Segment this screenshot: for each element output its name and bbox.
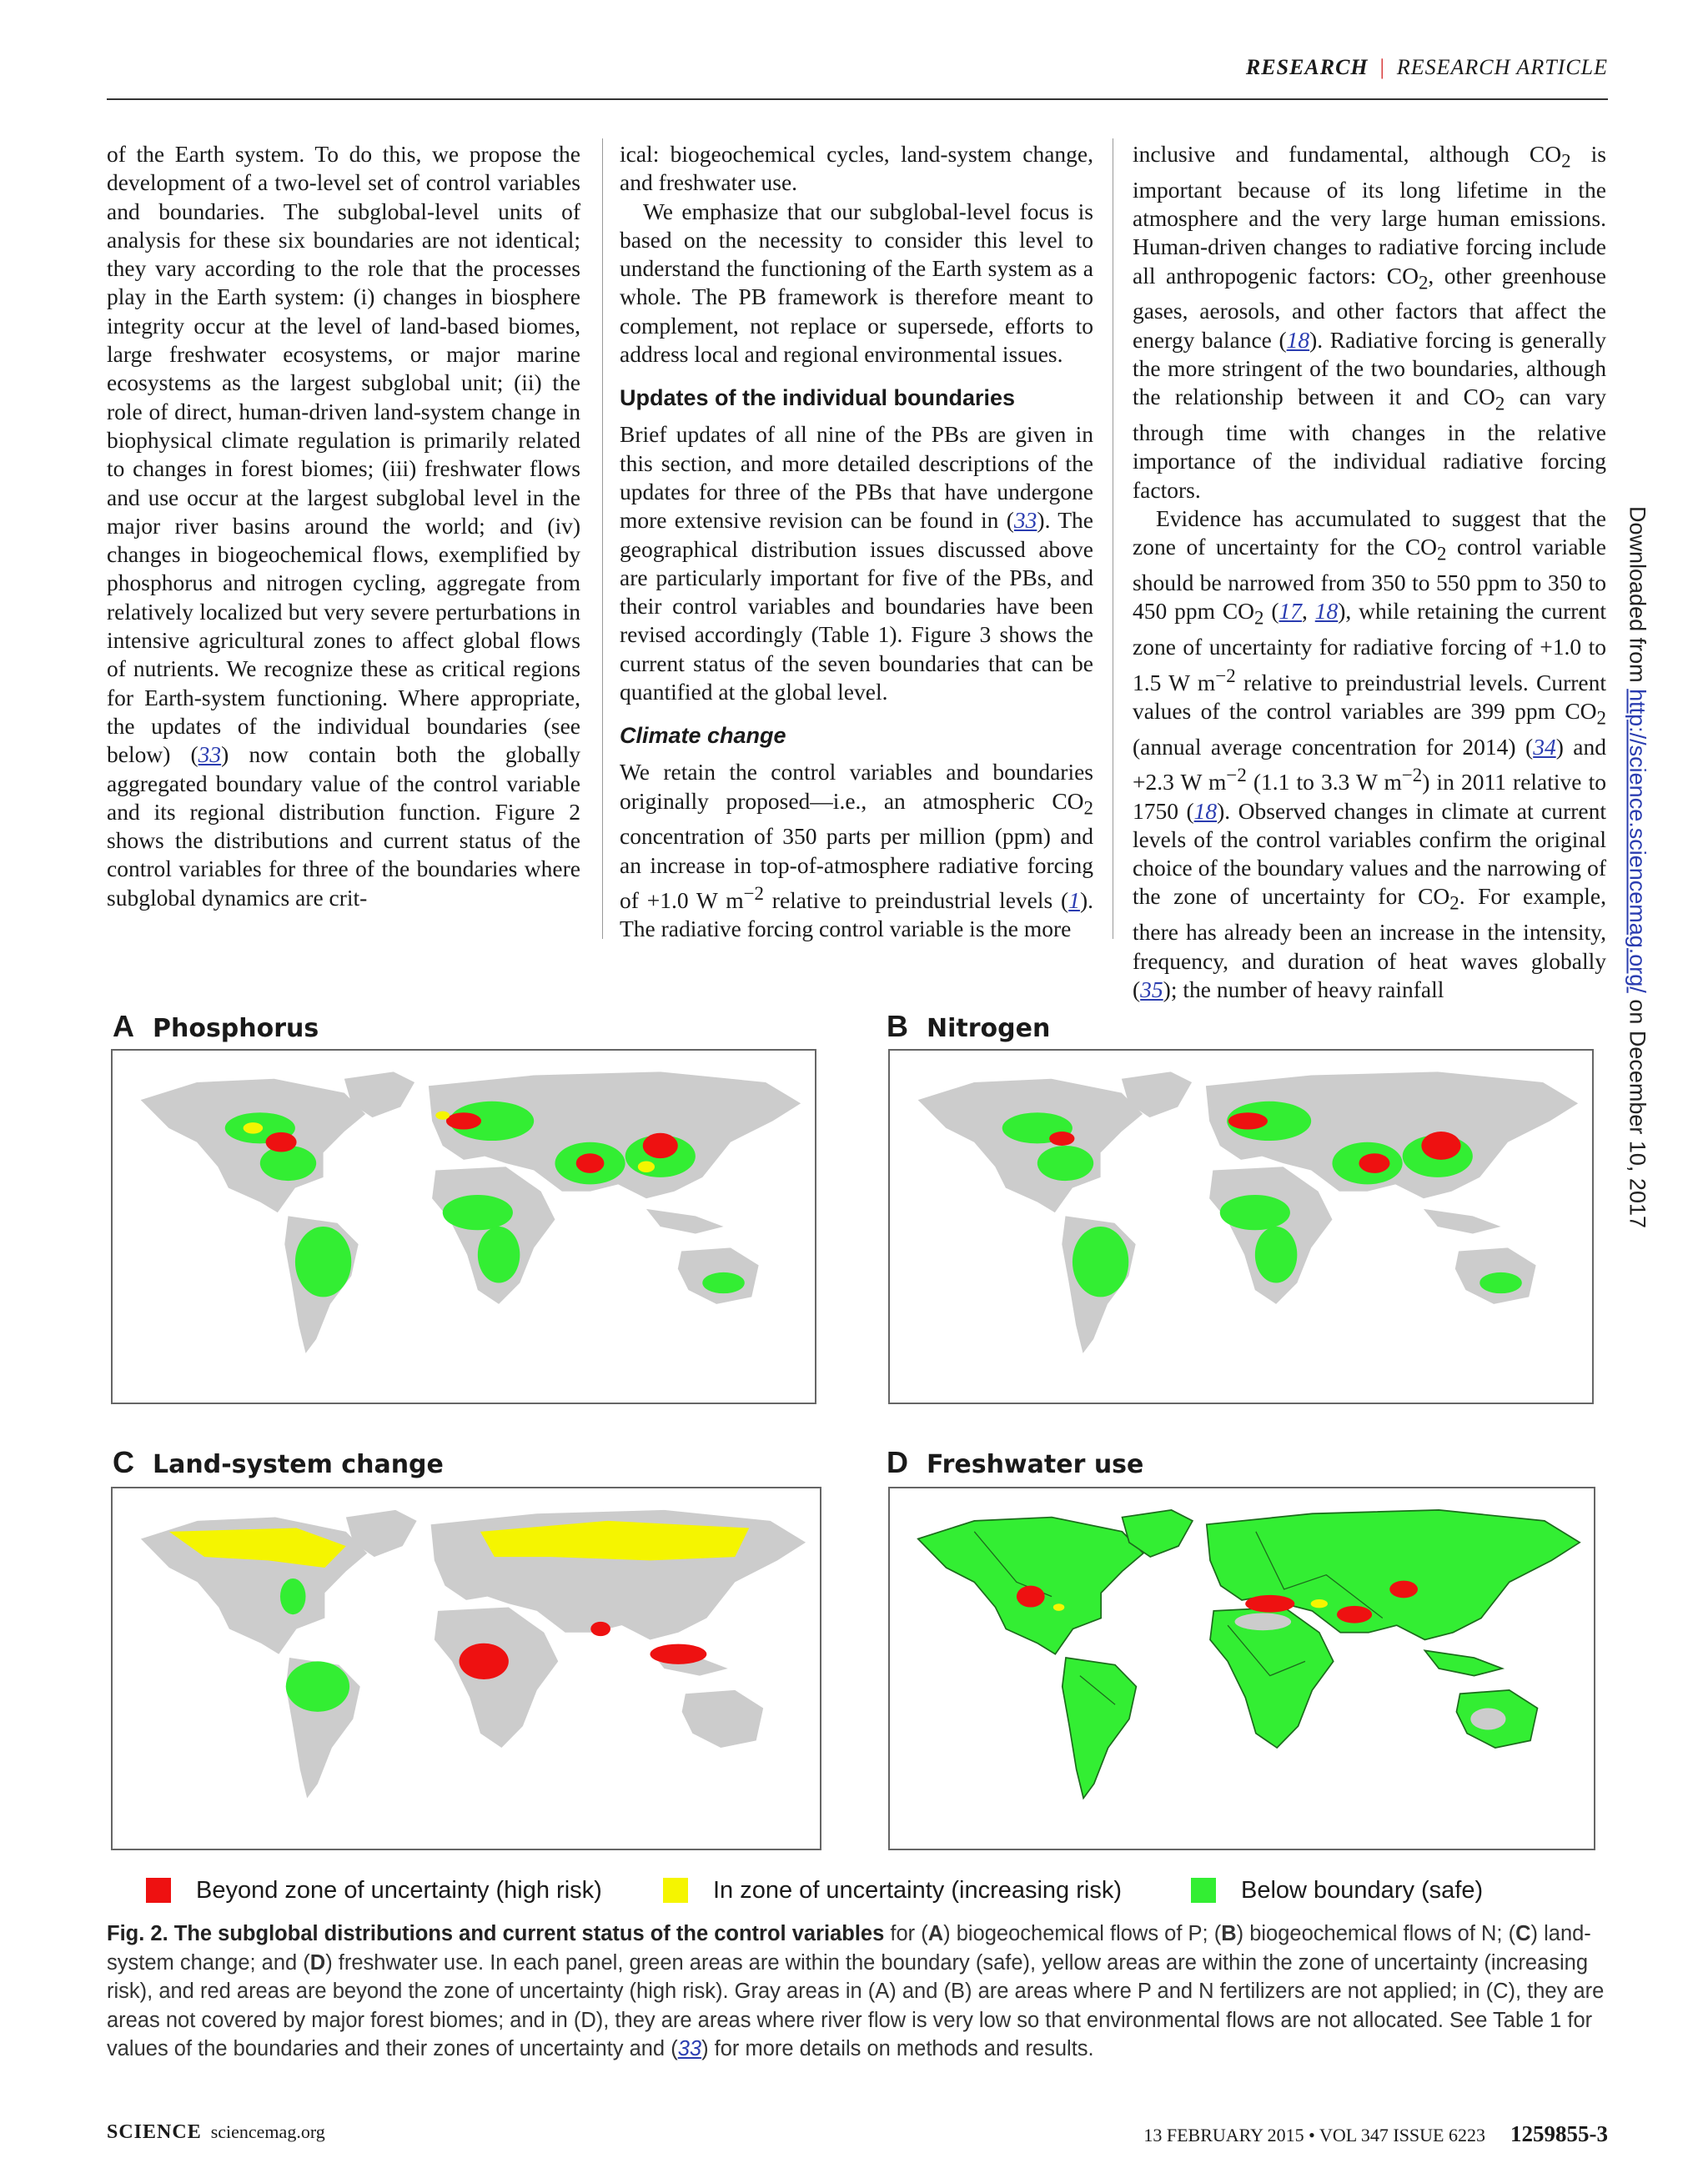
high-risk-region <box>1337 1606 1372 1623</box>
col3-paragraph-1 <box>1133 140 1606 504</box>
safe-region <box>702 1272 745 1293</box>
text: , <box>1302 598 1315 625</box>
panel-label: Nitrogen <box>927 1014 1051 1043</box>
safe-region <box>1255 1227 1298 1283</box>
text: Evidence has accumulated to suggest that the zone of uncertainty for the CO <box>1133 505 1606 560</box>
panel-letter: B <box>887 1009 908 1043</box>
citation-link[interactable]: 35 <box>1140 976 1163 1002</box>
safe-region <box>286 1661 349 1711</box>
text: relative to preindustrial levels ( <box>763 887 1069 914</box>
high-risk-region <box>1049 1132 1074 1146</box>
issue-info: 13 FEBRUARY 2015 • VOL 347 ISSUE 6223 <box>1143 2125 1485 2145</box>
legend-item-high-risk <box>146 1876 602 1905</box>
text: ). The geographical distribution issues discussed above are particularly important for five of the PBs, and their control variables and boundaries have been revised accordingly (Table 1). Figure 3 shows the current status of the seven boundaries that can be quantified at the global level. <box>620 507 1093 705</box>
legend-label: In zone of uncertainty (increasing risk) <box>713 1876 1122 1904</box>
text: ). Radiative forcing is generally the more stringent of the two boundaries, although the relationship between it and CO <box>1133 326 1606 410</box>
journal-name: SCIENCE <box>107 2121 202 2143</box>
text: . For example, there has already been an increase in the intensity, frequency, and duration of heat waves globally ( <box>1133 883 1606 1002</box>
superscript: −2 <box>1215 665 1236 686</box>
text: ). The radiative forcing control variable is the more <box>620 887 1093 942</box>
text: B <box>1221 1922 1237 1945</box>
citation-link[interactable]: 18 <box>1314 598 1339 625</box>
superscript: −2 <box>743 883 764 905</box>
text: ) land-system change; and ( <box>107 1922 1591 1975</box>
col2-paragraph-3 <box>620 420 1093 706</box>
text: inclusive and fundamental, although CO <box>1133 141 1562 167</box>
high-risk-region <box>590 1622 610 1636</box>
land <box>918 1510 1580 1799</box>
column-2 <box>620 140 1093 944</box>
low-flow-region <box>1235 1613 1292 1630</box>
header-separator: | <box>1379 55 1385 79</box>
running-header <box>107 55 1608 100</box>
continent-africa <box>435 1608 558 1748</box>
superscript: −2 <box>1226 765 1247 786</box>
high-risk-region <box>1359 1153 1389 1173</box>
column-rule <box>602 138 603 939</box>
high-risk-region <box>1389 1581 1418 1598</box>
text: of the Earth system. To do this, we propose the development of a two-level set of control variables and boundaries. The subglobal-level units of analysis for these six boundaries are not identical; they vary according to the role that the processes play in the Earth system: (i) changes in biosphere integrity occur at the level of land-based biomes, large freshwater ecosystems, or major marine ecosystems as the largest subglobal unit; (ii) the role of direct, human-driven land-system change in biophysical climate regulation is primarily related to changes in forest biomes; (iii) freshwater flows and use occur at the largest subglobal level in the major river basins around the world; and (iv) changes in biogeochemical flows, exemplified by phosphorus and nitrogen cycling, aggregate from relatively localized but very severe perturbations in intensive agricultural zones to affect global flows of nutrients. We recognize these as critical regions for Earth-system functioning. Where appropriate, the updates of the individual boundaries (see below) ( <box>107 141 580 768</box>
page-footer <box>107 2121 1608 2155</box>
continent-indonesia <box>1424 1209 1501 1234</box>
legend-swatch-green <box>1191 1878 1216 1903</box>
subscript: 2 <box>1494 393 1505 414</box>
text: for ( <box>884 1922 928 1945</box>
text: (annual average concentration for 2014) ( <box>1133 733 1534 760</box>
text: ); the number of heavy rainfall <box>1163 976 1444 1002</box>
subscript: 2 <box>1561 150 1571 172</box>
safe-region <box>478 1227 520 1283</box>
text: concentration of 350 parts per million (ppm) and an increase in top-of-atmosphere radiative forcing of +1.0 W m <box>620 823 1093 914</box>
panel-label: Phosphorus <box>153 1014 319 1043</box>
journal-site: sciencemag.org <box>210 2121 325 2142</box>
text: ) freshwater use. In each panel, green areas are within the boundary (safe), yellow areas are within the zone of uncertainty (increasing risk), and red areas are beyond the zone of uncertainty (high risk). Gray areas in (A) and (B) are areas where P and N fertilizers are not applied; in (C), they are areas not covered by major forest biomes; and in (D), they are areas where river flow is very low so that environmental flows are not allocated. See Table 1 for values of the boundaries and their zones of uncertainty and ( <box>107 1950 1605 2060</box>
panel-d-title <box>887 1445 1143 1480</box>
high-risk-region <box>460 1644 509 1679</box>
low-flow-region <box>1470 1709 1505 1730</box>
text: A <box>927 1922 944 1945</box>
high-risk-region <box>643 1133 678 1158</box>
citation-link[interactable]: 33 <box>677 2037 702 2060</box>
legend-swatch-yellow <box>663 1878 688 1903</box>
subscript: 2 <box>1083 797 1093 819</box>
col1-paragraph <box>107 140 580 912</box>
uncertain-region <box>1053 1603 1065 1611</box>
map-nitrogen <box>888 1049 1594 1404</box>
citation-link[interactable]: 1 <box>1068 887 1080 914</box>
header-section: RESEARCH <box>1245 55 1369 79</box>
safe-region <box>443 1195 513 1230</box>
panel-label: Land-system change <box>153 1450 444 1479</box>
text: ). Observed changes in climate at current levels of the control variables confirm the original choice of the boundary values and the narrowing of the zone of uncertainty for CO <box>1133 797 1606 910</box>
legend-swatch-red <box>146 1878 171 1903</box>
subscript: 2 <box>1596 707 1606 729</box>
citation-link[interactable]: 33 <box>1013 507 1037 534</box>
figure-caption <box>107 1920 1608 2064</box>
page-number: 1259855-3 <box>1510 2121 1608 2146</box>
text: Downloaded from <box>1625 506 1650 690</box>
text: is important because of its long lifetime in the atmosphere and the very large human emissions. Human-driven changes to radiative forcing include all anthropogenic factors: CO <box>1133 141 1606 289</box>
continent-south-america <box>1062 1658 1137 1798</box>
text: ) in 2011 relative to 1750 ( <box>1133 769 1606 824</box>
panel-a-title <box>113 1009 319 1044</box>
col3-paragraph-2 <box>1133 504 1606 1004</box>
safe-region <box>280 1578 306 1614</box>
uncertain-region <box>435 1112 450 1120</box>
text: ) and +2.3 W m <box>1133 733 1606 795</box>
high-risk-region <box>446 1112 481 1129</box>
map-svg <box>113 1488 820 1849</box>
subscript: 2 <box>1254 607 1264 629</box>
subscript: 2 <box>1449 892 1459 914</box>
legend-item-safe <box>1191 1876 1483 1905</box>
map-svg <box>890 1488 1594 1849</box>
panel-letter: A <box>113 1009 134 1043</box>
subscript: 2 <box>1418 272 1429 294</box>
download-link[interactable]: http://science.sciencemag.org/ <box>1625 689 1650 993</box>
citation-link[interactable]: 18 <box>1193 797 1218 824</box>
section-heading-updates: Updates of the individual boundaries <box>620 385 1016 411</box>
text: ) for more details on methods and results. <box>701 2037 1094 2060</box>
continent-australia <box>682 1690 764 1748</box>
legend-item-uncertain <box>663 1876 1122 1905</box>
citation-link[interactable]: 18 <box>1286 326 1310 353</box>
text: , other greenhouse gases, aerosols, and other factors that affect the energy balance ( <box>1133 262 1606 353</box>
safe-region <box>1220 1195 1290 1230</box>
uncertain-region <box>638 1162 655 1173</box>
subscript: 2 <box>1437 543 1447 565</box>
panel-b-title <box>887 1009 1050 1044</box>
header-subsection: RESEARCH ARTICLE <box>1396 55 1608 79</box>
citation-link[interactable]: 33 <box>198 741 222 768</box>
column-1 <box>107 140 580 912</box>
continent-indonesia <box>646 1209 724 1234</box>
footer-right <box>1143 2121 1608 2147</box>
high-risk-region <box>1228 1112 1268 1129</box>
text: ) biogeochemical flows of P; ( <box>943 1922 1222 1945</box>
superscript: −2 <box>1401 765 1423 786</box>
panel-letter: D <box>887 1445 908 1479</box>
text: ) biogeochemical flows of N; ( <box>1236 1922 1516 1945</box>
text: C <box>1515 1922 1531 1945</box>
text: ) now contain both the globally aggregated boundary value of the control variable and its regional distribution function. Figure 2 shows the distributions and current status of the control variables for three of the boundaries where subglobal dynamics are crit- <box>107 741 580 911</box>
high-risk-region <box>576 1153 605 1173</box>
high-risk-region <box>266 1132 297 1152</box>
map-svg <box>890 1051 1592 1403</box>
section-heading-climate: Climate change <box>620 723 786 749</box>
download-note <box>1625 506 1650 1228</box>
text: Brief updates of all nine of the PBs are given in this section, and more detailed descriptions of the updates for three of the PBs that have undergone more extensive revision can be found in ( <box>620 421 1093 534</box>
citation-link[interactable]: 34 <box>1533 733 1556 760</box>
panel-c-title <box>113 1445 444 1480</box>
continent-north-america <box>141 1079 365 1212</box>
continent-north-america <box>918 1079 1143 1212</box>
text: (1.1 to 3.3 W m <box>1246 769 1402 795</box>
text: D <box>309 1950 326 1975</box>
map-phosphorus <box>111 1049 816 1404</box>
panel-letter: C <box>113 1445 134 1479</box>
text: control variable should be narrowed from 350 to 550 ppm to 350 to 450 ppm CO <box>1133 534 1606 625</box>
safe-region <box>1037 1146 1093 1181</box>
text: ), while retaining the current zone of uncertainty for radiative forcing of +1.0 to 1.5 W m <box>1133 598 1606 695</box>
safe-region <box>1073 1227 1128 1297</box>
text: ( <box>1263 598 1279 625</box>
col2-paragraph-4 <box>620 758 1093 943</box>
uncertain-region <box>1311 1599 1328 1608</box>
text: We retain the control variables and boundaries originally proposed—i.e., an atmospheric CO <box>620 759 1093 814</box>
legend-label: Below boundary (safe) <box>1241 1876 1484 1904</box>
high-risk-region <box>1421 1132 1460 1160</box>
high-risk-region <box>650 1644 706 1664</box>
column-3 <box>1133 140 1606 1004</box>
text: can vary through time with changes in the relative importance of the individual radiative forcing factors. <box>1133 384 1606 503</box>
safe-region <box>260 1146 316 1181</box>
uncertain-region <box>244 1122 264 1134</box>
high-risk-region <box>1245 1595 1294 1613</box>
citation-link[interactable]: 17 <box>1278 598 1303 625</box>
map-svg <box>113 1051 815 1403</box>
safe-region <box>295 1227 351 1297</box>
caption-title: Fig. 2. The subglobal distributions and current status of the control variables <box>107 1922 885 1945</box>
high-risk-region <box>1017 1586 1045 1608</box>
text: on December 10, 2017 <box>1625 992 1650 1228</box>
text: relative to preindustrial levels. Current values of the control variables are 399 ppm CO <box>1133 669 1606 724</box>
map-land-system-change <box>111 1487 821 1850</box>
panel-label: Freshwater use <box>927 1450 1144 1479</box>
continent-indonesia <box>1424 1650 1502 1675</box>
legend-label: Beyond zone of uncertainty (high risk) <box>196 1876 602 1904</box>
col2-paragraph-2: We emphasize that our subglobal-level focus is based on the necessity to consider this level to understand the functioning of the Earth system as a whole. The PB framework is therefore meant to complement, not replace or supersede, efforts to address local and regional environmental issues. <box>620 198 1093 368</box>
safe-region <box>1479 1272 1522 1293</box>
col2-paragraph-1: ical: biogeochemical cycles, land-system change, and freshwater use. <box>620 141 1093 196</box>
map-freshwater-use <box>888 1487 1595 1850</box>
